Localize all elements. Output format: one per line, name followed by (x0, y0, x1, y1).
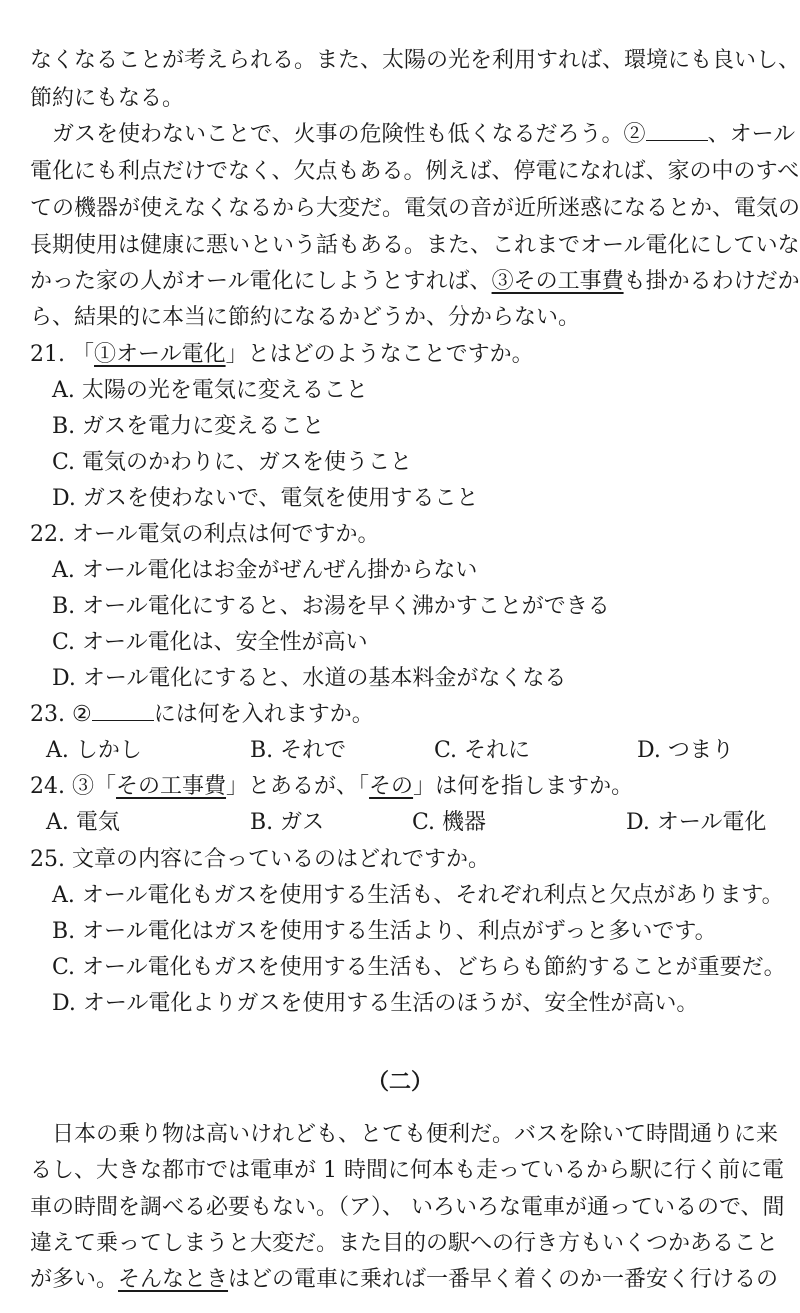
passage-line-5: ての機器が使えなくなるから大変だ。電気の音が近所迷惑になるとか、電気の (30, 196, 800, 221)
passage-line-3-rest: 、オール (707, 122, 796, 147)
question-21-number: 21. (30, 342, 65, 367)
q21-option-a[interactable]: A. 太陽の光を電気に変えること (52, 378, 368, 403)
underlined-koujihi: ③その工事費 (491, 269, 624, 294)
question-24-number: 24. (30, 774, 65, 799)
section2-line-5 (30, 1265, 780, 1295)
question-24 (30, 772, 780, 802)
q22-option-b[interactable]: B. オール電化にすると、お湯を早く沸かすことができる (52, 594, 610, 619)
q24-option-d[interactable]: D. オール電化 (626, 810, 767, 835)
q22-option-c[interactable]: C. オール電化は、安全性が高い (52, 630, 368, 655)
question-23-stem: には何を入れますか。 (153, 702, 374, 727)
passage-line-7-rest: も掛かるわけだか (623, 269, 800, 294)
section2-line-2: るし、大きな都市では電車が 1 時間に何本も走っているから駅に行く前に電 (30, 1158, 784, 1183)
q22-option-a[interactable]: A. オール電化はお金がぜんぜん掛からない (52, 558, 478, 583)
passage-line-4: 電化にも利点だけでなく、欠点もある。例えば、停電になれば、家の中のすべ (30, 159, 800, 184)
q23-option-a[interactable]: A. しかし (46, 738, 142, 763)
passage-line-6: 長期使用は健康に悪いという話もある。また、これまでオール電化にしていな (30, 233, 800, 258)
section-heading: （二） (366, 1070, 433, 1095)
question-25-number: 25. (30, 847, 65, 872)
question-23-marker: ② (72, 702, 92, 727)
q21-option-c[interactable]: C. 電気のかわりに、ガスを使うこと (52, 450, 413, 475)
question-24-underlined-1: その工事費 (116, 774, 227, 799)
question-22 (30, 520, 780, 550)
q23-option-d[interactable]: D. つまり (637, 738, 734, 763)
passage-line-7-text: かった家の人がオール電化にしようとすれば、 (30, 269, 492, 294)
question-23 (30, 700, 780, 730)
question-24-underlined-2: その (369, 774, 414, 799)
section2-line-4: 違えて乗ってしまうと大変だ。また目的の駅への行き方もいくつかあること (30, 1231, 779, 1256)
question-25-stem: 文章の内容に合っているのはどれですか。 (72, 847, 491, 872)
question-25 (30, 845, 780, 875)
q25-option-b[interactable]: B. オール電化はガスを使用する生活より、利点がずっと多いです。 (52, 919, 717, 944)
question-24-mid: 」とあるが、「 (226, 774, 370, 799)
underlined-sonnatoki: そんなとき (118, 1267, 229, 1292)
q24-option-a[interactable]: A. 電気 (46, 810, 120, 835)
question-23-number: 23. (30, 702, 65, 727)
passage-line-7 (30, 267, 800, 297)
question-24-lead: ③「 (72, 774, 117, 799)
q25-option-d[interactable]: D. オール電化よりガスを使用する生活のほうが、安全性が高い。 (52, 991, 699, 1016)
section2-line-1: 日本の乗り物は高いけれども、とても便利だ。バスを除いて時間通りに来 (30, 1122, 779, 1147)
question-22-number: 22. (30, 522, 65, 547)
passage-line-8: ら、結果的に本当に節約になるかどうか、分からない。 (30, 305, 581, 330)
passage-line-2: 節約にもなる。 (30, 86, 185, 111)
question-21-underlined: ①オール電化 (94, 342, 226, 367)
question-21-stem: 」とはどのようなことですか。 (225, 342, 534, 367)
q23-option-b[interactable]: B. それで (250, 738, 347, 763)
question-22-stem: オール電気の利点は何ですか。 (72, 522, 380, 547)
blank-2 (646, 122, 708, 141)
q25-option-c[interactable]: C. オール電化もガスを使用する生活も、どちらも節約することが重要だ。 (52, 955, 786, 980)
question-21-open-quote: 「 (72, 342, 95, 367)
q21-option-d[interactable]: D. ガスを使わないで、電気を使用すること (52, 486, 479, 511)
passage-line-3 (30, 120, 796, 150)
section2-line-3: 車の時間を調べる必要もない。（ア）、 いろいろな電車が通っているので、間 (30, 1195, 785, 1220)
passage-line-3-text: ガスを使わないことで、火事の危険性も低くなるだろう。② (30, 122, 646, 147)
section2-line-5-rest: はどの電車に乗れば一番早く着くのか一番安く行けるの (228, 1267, 779, 1292)
question-24-stem: 」は何を指しますか。 (413, 774, 634, 799)
q23-option-c[interactable]: C. それに (434, 738, 531, 763)
section2-line-5-text: が多い。 (30, 1267, 119, 1292)
blank-2-ref (92, 702, 154, 721)
q22-option-d[interactable]: D. オール電化にすると、水道の基本料金がなくなる (52, 666, 567, 691)
question-21 (30, 340, 780, 370)
q21-option-b[interactable]: B. ガスを電力に変えること (52, 414, 325, 439)
q25-option-a[interactable]: A. オール電化もガスを使用する生活も、それぞれ利点と欠点があります。 (52, 883, 784, 908)
q24-option-c[interactable]: C. 機器 (412, 810, 487, 835)
q24-option-b[interactable]: B. ガス (250, 810, 325, 835)
passage-line-1: なくなることが考えられる。また、太陽の光を利用すれば、環境にも良いし、 (30, 48, 800, 73)
